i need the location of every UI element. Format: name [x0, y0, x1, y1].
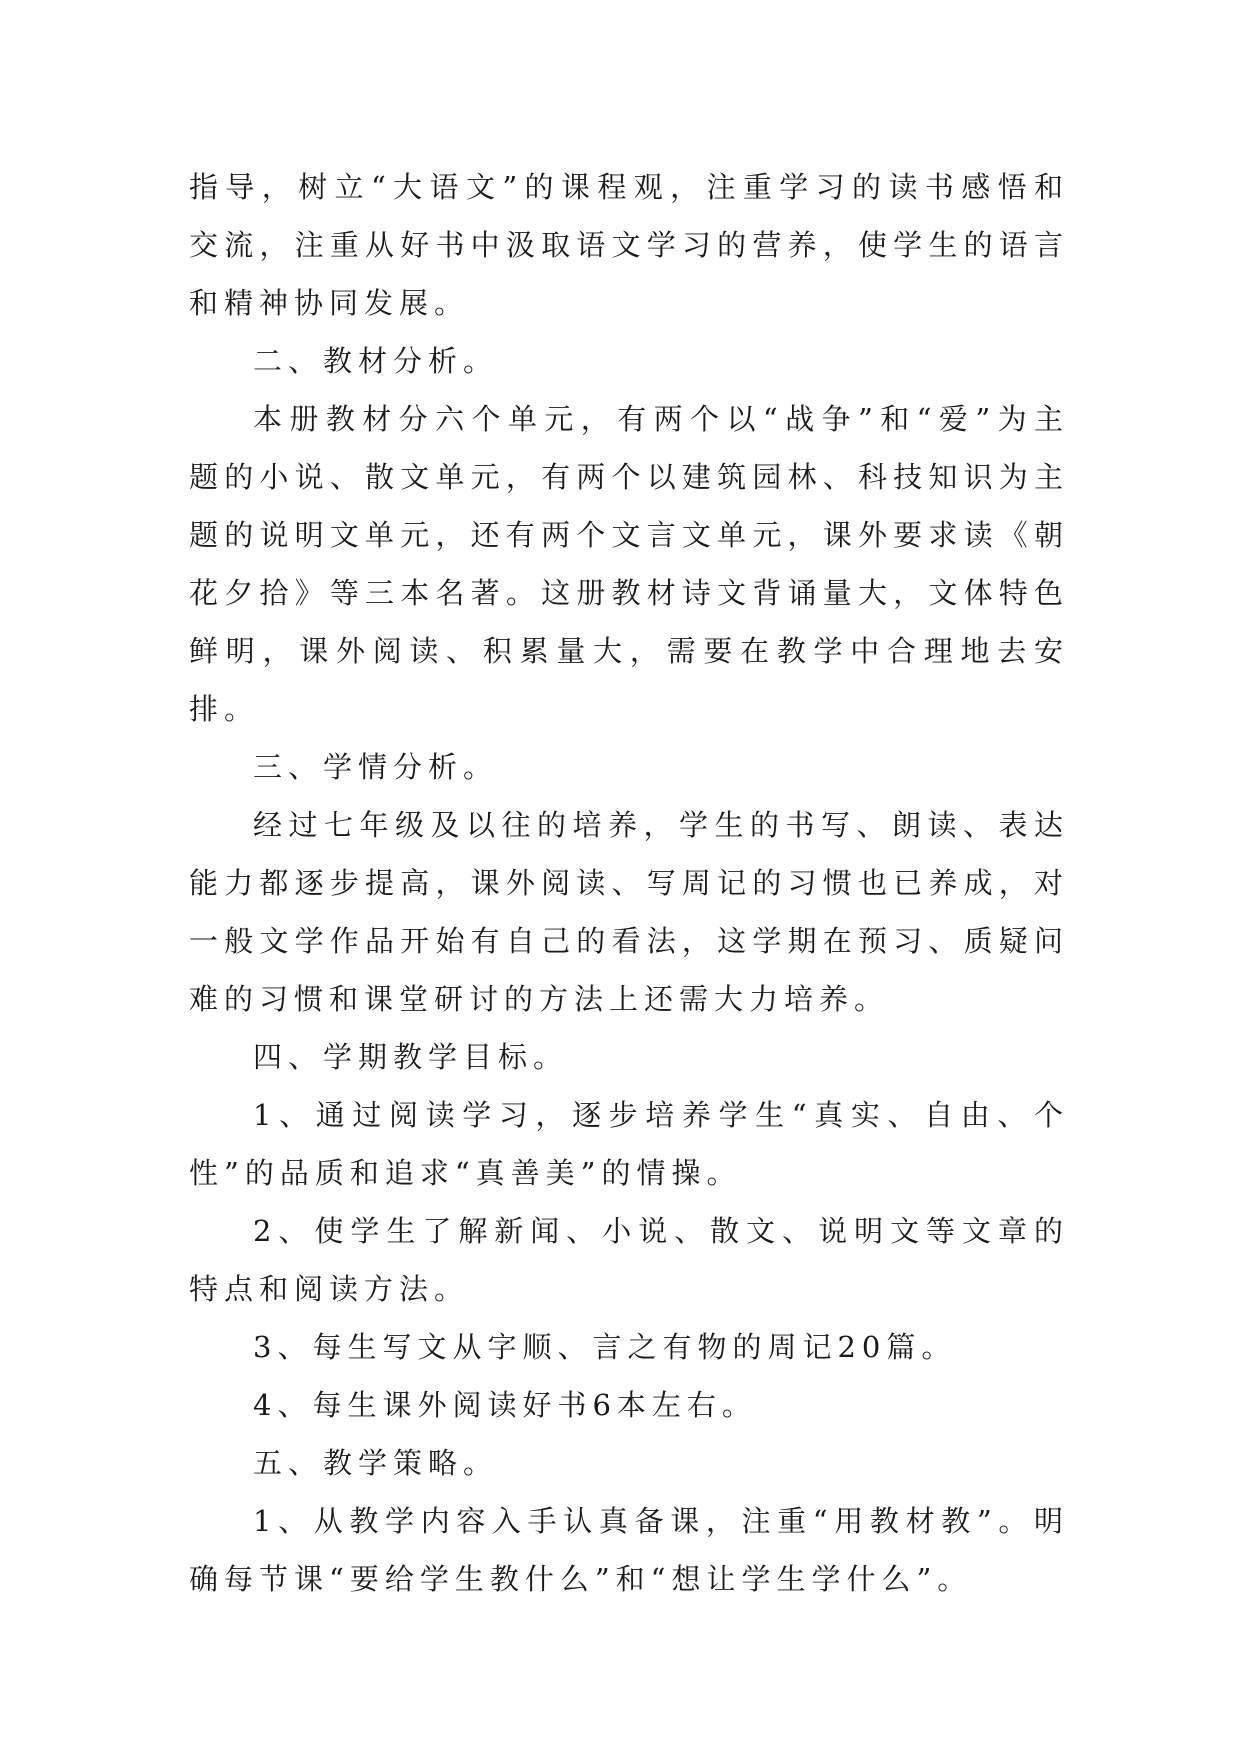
paragraph-intro-continuation: 指导，树立“大语文”的课程观，注重学习的读书感悟和交流，注重从好书中汲取语文学习的营养，使学生的语言和精神协同发展。: [189, 170, 1069, 320]
paragraph-student-analysis: 经过七年级及以往的培养，学生的书写、朗读、表达能力都逐步提高，课外阅读、写周记的习惯也已养成，对一般文学作品开始有自己的看法，这学期在预习、质疑问难的习惯和课堂研讨的方法上还需大力培养。: [189, 808, 1069, 1016]
heading-semester-goals: 四、学期教学目标。: [253, 1040, 569, 1074]
document-body: [189, 158, 1069, 1608]
heading-student-analysis: 三、学情分析。: [253, 750, 499, 784]
goal-item-3: 3、每生写文从字顺、言之有物的周记20篇。: [253, 1330, 957, 1364]
goal-item-1: 1、通过阅读学习，逐步培养学生“真实、自由、个性”的品质和追求“真善美”的情操。: [189, 1098, 1069, 1190]
paragraph-textbook-analysis: 本册教材分六个单元，有两个以“战争”和“爱”为主题的小说、散文单元，有两个以建筑园林、科技知识为主题的说明文单元，还有两个文言文单元，课外要求读《朝花夕拾》等三本名著。这册教材诗文背诵量大，文体特色鲜明，课外阅读、积累量大，需要在教学中合理地去安排。: [189, 402, 1069, 726]
heading-teaching-strategy: 五、教学策略。: [253, 1446, 499, 1480]
goal-item-4: 4、每生课外阅读好书6本左右。: [253, 1388, 757, 1422]
goal-item-2: 2、使学生了解新闻、小说、散文、说明文等文章的特点和阅读方法。: [189, 1214, 1069, 1306]
heading-textbook-analysis: 二、教材分析。: [253, 344, 499, 378]
strategy-item-1: 1、从教学内容入手认真备课，注重“用教材教”。明确每节课“要给学生教什么”和“想让学生学什么”。: [189, 1504, 1069, 1596]
